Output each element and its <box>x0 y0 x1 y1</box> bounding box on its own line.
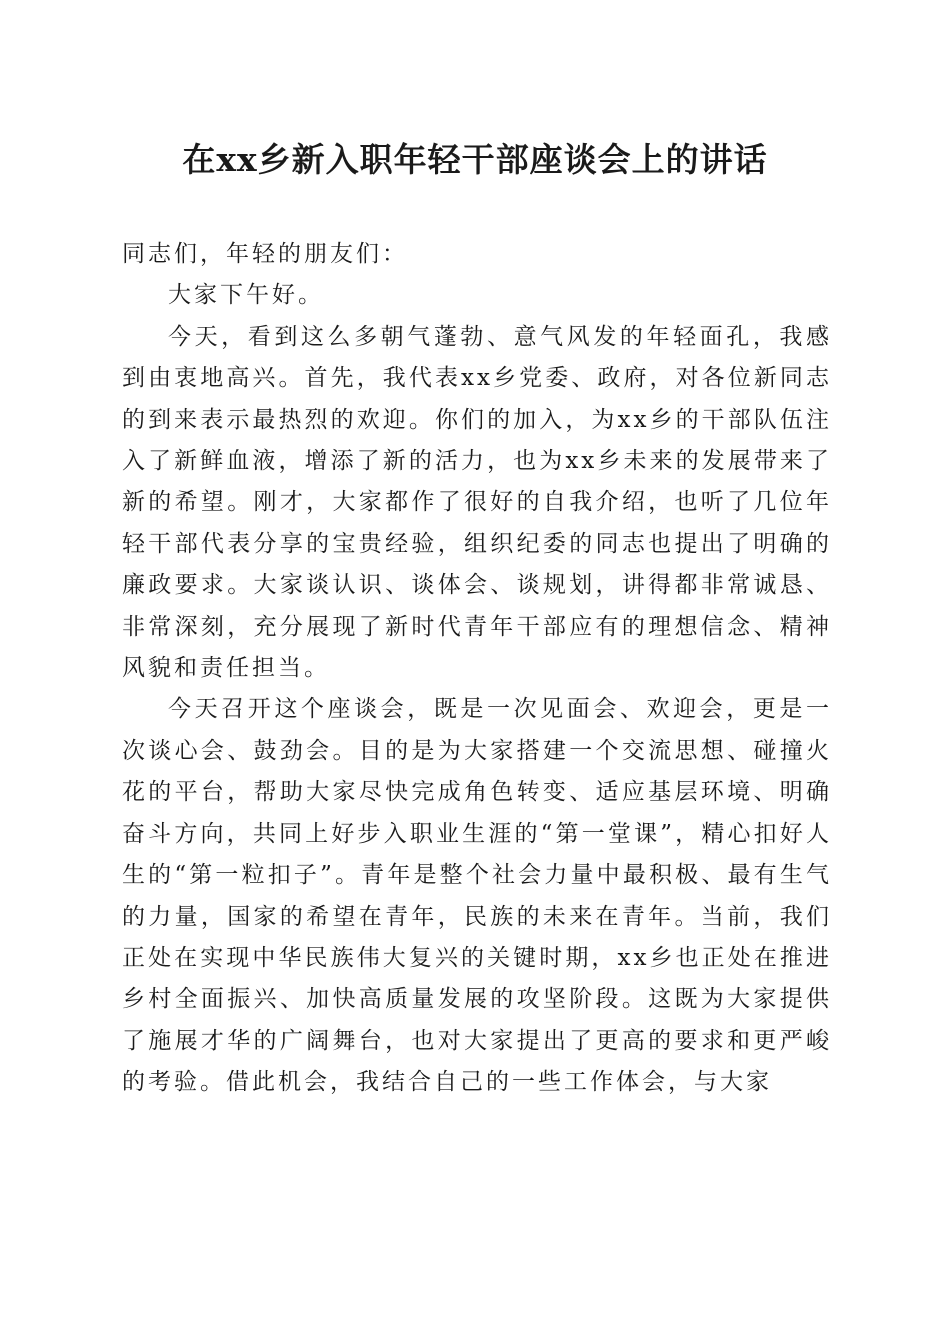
paragraph-purpose: 今天召开这个座谈会，既是一次见面会、欢迎会，更是一次谈心会、鼓劲会。目的是为大家搭建一个交流思想、碰撞火花的平台，帮助大家尽快完成角色转变、适应基层环境、明确奋斗方向，共同上好步入职业生涯的“第一堂课”，精心扣好人生的“第一粒扣子”。青年是整个社会力量中最积极、最有生气的力量，国家的希望在青年，民族的未来在青年。当前，我们正处在实现中华民族伟大复兴的关键时期，xx乡也正处在推进乡村全面振兴、加快高质量发展的攻坚阶段。这既为大家提供了施展才华的广阔舞台，也对大家提出了更高的要求和更严峻的考验。借此机会，我结合自己的一些工作体会，与大家 <box>122 696 832 1096</box>
document-body <box>122 234 832 1104</box>
salutation: 同志们，年轻的朋友们： <box>122 241 408 267</box>
paragraph-welcome: 今天，看到这么多朝气蓬勃、意气风发的年轻面孔，我感到由衷地高兴。首先，我代表xx乡党委、政府，对各位新同志的到来表示最热烈的欢迎。你们的加入，为xx乡的干部队伍注入了新鲜血液，增添了新的活力，也为xx乡未来的发展带来了新的希望。刚才，大家都作了很好的自我介绍，也听了几位年轻干部代表分享的宝贵经验，组织纪委的同志也提出了明确的廉政要求。大家谈认识、谈体会、谈规划，讲得都非常诚恳、非常深刻，充分展现了新时代青年干部应有的理想信念、精神风貌和责任担当。 <box>122 323 832 682</box>
paragraph-greeting: 大家下午好。 <box>168 282 324 309</box>
document-title: 在xx乡新入职年轻干部座谈会上的讲话 <box>182 140 768 179</box>
